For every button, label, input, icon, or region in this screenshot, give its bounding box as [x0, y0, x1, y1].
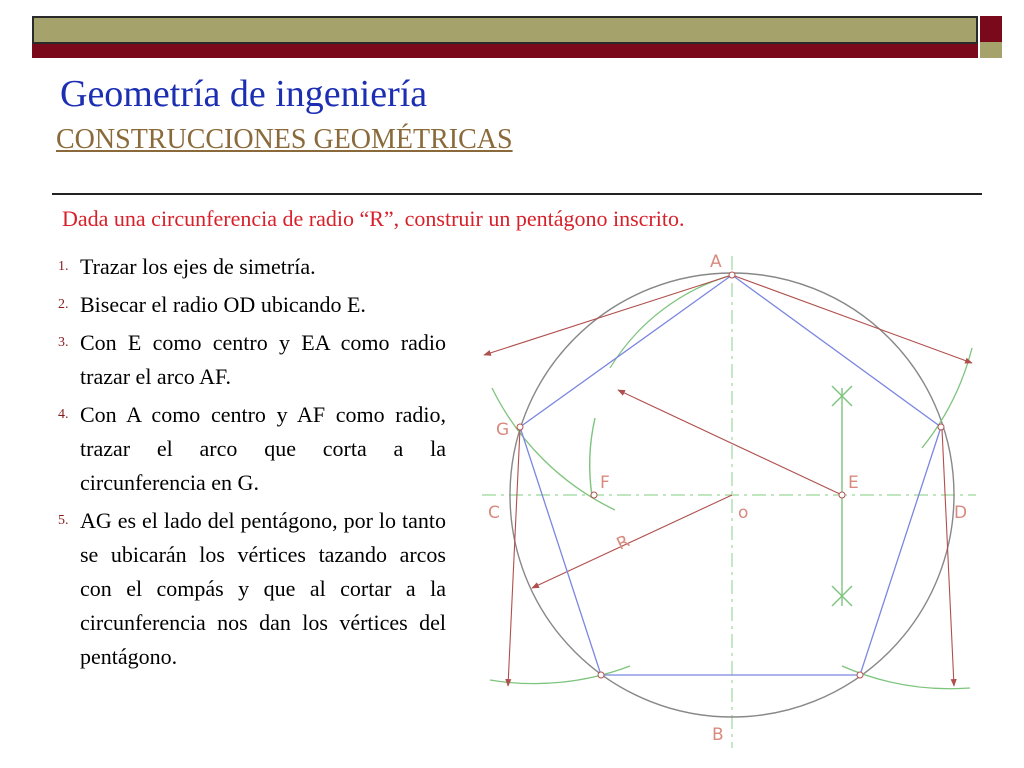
arc-d — [922, 348, 972, 448]
slide-subtitle: CONSTRUCCIONES GEOMÉTRICAS — [56, 124, 513, 155]
step-number: 1. — [58, 259, 69, 274]
arc-af-top — [610, 275, 732, 368]
header-bar-maroon — [32, 44, 978, 58]
header-square-maroon — [980, 16, 1002, 42]
radius-arrow-left — [484, 275, 732, 355]
step-text: Con E como centro y EA como radio trazar el arco AF. — [80, 330, 446, 389]
arc-af — [590, 418, 595, 496]
label-f: F — [600, 473, 610, 493]
point-vertex-right — [938, 424, 944, 430]
step-item — [46, 326, 446, 394]
step-number: 4. — [58, 407, 69, 422]
step-text: Bisecar el radio OD ubicando E. — [80, 292, 366, 317]
label-r: R — [613, 531, 633, 555]
ea-arrow — [618, 390, 842, 495]
point-vertex-bottom-right — [857, 672, 863, 678]
divider-line — [52, 193, 982, 195]
point-a — [729, 272, 735, 278]
label-d: D — [954, 503, 968, 523]
radius-arrow-right — [732, 275, 972, 363]
step-number: 3. — [58, 335, 69, 350]
point-g — [517, 424, 523, 430]
step-text: Con A como centro y AF como radio, trazar el arco que corta a la circunferencia en G. — [80, 402, 446, 495]
label-g: G — [496, 420, 510, 440]
header-bar-olive — [32, 16, 978, 44]
step-number: 5. — [58, 513, 69, 528]
label-b: B — [712, 725, 724, 745]
step-item — [46, 250, 446, 284]
label-e: E — [848, 473, 859, 493]
step-item — [46, 504, 446, 674]
step-item — [46, 398, 446, 500]
point-e — [839, 492, 845, 498]
header-square-olive — [980, 42, 1002, 58]
radius-r-arrow — [532, 495, 732, 588]
point-f — [591, 492, 597, 498]
point-vertex-bottom-left — [598, 672, 604, 678]
step-text: Trazar los ejes de simetría. — [80, 254, 316, 279]
problem-statement: Dada una circunferencia de radio “R”, construir un pentágono inscrito. — [62, 206, 685, 231]
edge-arrow-left — [508, 429, 520, 686]
label-o: o — [738, 503, 749, 523]
inscribed-pentagon — [520, 275, 941, 675]
slide-title: Geometría de ingeniería — [60, 73, 428, 115]
pentagon-construction-diagram — [470, 248, 1000, 758]
label-c: C — [488, 503, 500, 523]
step-item — [46, 288, 446, 322]
step-number: 2. — [58, 297, 69, 312]
step-text: AG es el lado del pentágono, por lo tanto se ubicarán los vértices tazando arcos con el compás y que al cortar a la circunferencia nos dan los vértices del pentágono. — [80, 508, 446, 669]
steps-list — [46, 250, 446, 678]
label-a: A — [710, 252, 722, 272]
